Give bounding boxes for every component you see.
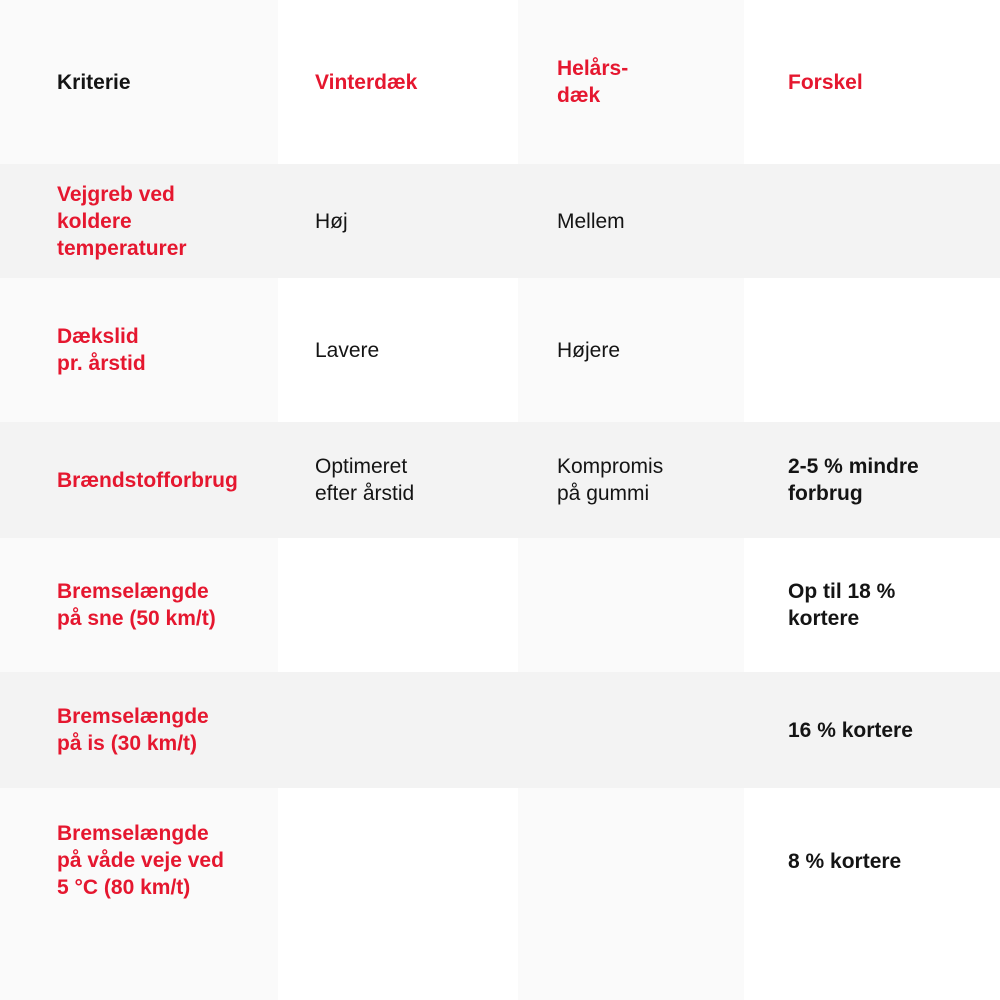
row-fuel-criterion: Brændstofforbrug	[0, 422, 278, 538]
row-snow-difference: Op til 18 % kortere	[744, 538, 1000, 672]
header-criterion: Kriterie	[0, 0, 278, 164]
row-wet-winter	[278, 788, 518, 1000]
row-snow-criterion: Bremselængde på sne (50 km/t)	[0, 538, 278, 672]
row-fuel-winter: Optimeret efter årstid	[278, 422, 518, 538]
row-fuel-difference: 2-5 % mindre forbrug	[744, 422, 1000, 538]
row-ice-difference: 16 % kortere	[744, 672, 1000, 788]
row-grip-winter: Høj	[278, 164, 518, 278]
header-winter-tires: Vinterdæk	[278, 0, 518, 164]
header-difference: Forskel	[744, 0, 1000, 164]
row-grip-criterion: Vejgreb ved koldere temperaturer	[0, 164, 278, 278]
row-snow-winter	[278, 538, 518, 672]
row-snow-allseason	[518, 538, 744, 672]
row-fuel-allseason: Kompromis på gummi	[518, 422, 744, 538]
row-grip-difference	[744, 164, 1000, 278]
row-wet-difference: 8 % kortere	[744, 788, 1000, 1000]
row-wear-criterion: Dækslid pr. årstid	[0, 278, 278, 422]
row-ice-criterion: Bremselængde på is (30 km/t)	[0, 672, 278, 788]
row-wear-allseason: Højere	[518, 278, 744, 422]
row-wet-criterion: Bremselængde på våde veje ved 5 °C (80 km/t)	[0, 788, 278, 1000]
row-grip-allseason: Mellem	[518, 164, 744, 278]
row-ice-allseason	[518, 672, 744, 788]
header-allseason-tires: Helårs- dæk	[518, 0, 744, 164]
row-wear-difference	[744, 278, 1000, 422]
row-ice-winter	[278, 672, 518, 788]
row-wear-winter: Lavere	[278, 278, 518, 422]
row-wet-allseason	[518, 788, 744, 1000]
